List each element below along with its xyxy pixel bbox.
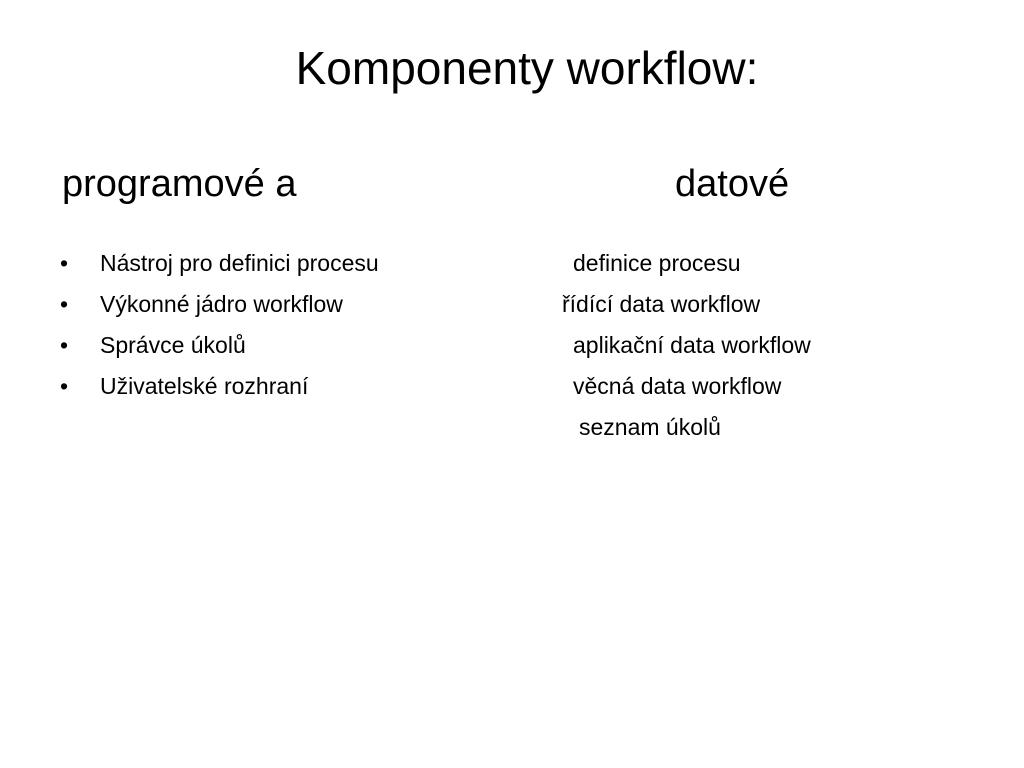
- bullet-glyph: •: [60, 332, 69, 358]
- bullet-glyph: •: [60, 291, 69, 317]
- left-list-item: Nástroj pro definici procesu: [100, 250, 379, 276]
- left-list-item: Uživatelské rozhraní: [100, 373, 309, 399]
- right-list-item: věcná data workflow: [573, 373, 782, 399]
- bullet-glyph: •: [60, 250, 69, 276]
- left-list-item: Výkonné jádro workflow: [100, 291, 343, 317]
- slide-title: Komponenty workflow:: [295, 42, 759, 94]
- left-column-heading: programové a: [62, 163, 297, 205]
- left-list-item: Správce úkolů: [100, 332, 246, 358]
- right-list-item: řídící data workflow: [562, 291, 761, 317]
- right-list-item: definice procesu: [573, 250, 741, 276]
- bullet-glyph: •: [60, 373, 69, 399]
- right-list-item: aplikační data workflow: [573, 332, 811, 358]
- right-list-item: seznam úkolů: [579, 414, 721, 440]
- right-column-heading: datové: [675, 163, 790, 205]
